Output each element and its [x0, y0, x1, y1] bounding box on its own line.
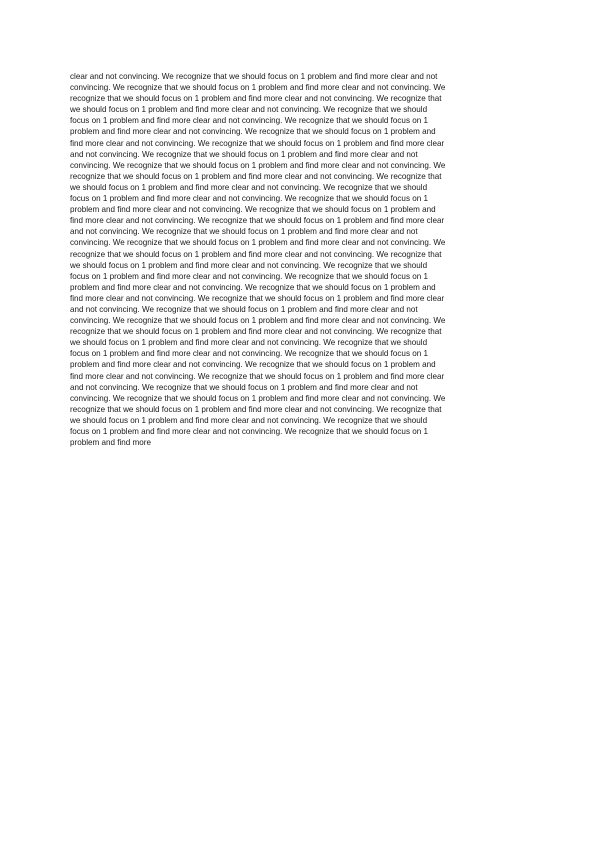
body-paragraph: clear and not convincing. We recognize that we should focus on 1 problem and find more clear and not convincing. We recognize that we should focus on 1 problem and find more clear and not convincing. We recognize that we should focus on 1 problem and find more clear and not convincing. We recognize that we should focus on 1 problem and find more clear and not convincing. We recognize that we should focus on 1 problem and find more clear and not convincing. We recognize that we should focus on 1 problem and find more clear and not convincing. We recognize that we should focus on 1 problem and find more clear and not convincing. We recognize that we should focus on 1 problem and find more clear and not convincing. We recognize that we should focus on 1 problem and find more clear and not convincing. We recognize that we should focus on 1 problem and find more clear and not convincing. We recognize that we should focus on 1 problem and find more clear and not convincing. We recognize that we should focus on 1 problem and find more clear and not convincing. We recognize that we should focus on 1 problem and find more clear and not convincing. We recognize that we should focus on 1 problem and find more clear and not convincing. We recognize that we should focus on 1 problem and find more clear and not convincing. We recognize that we should focus on 1 problem and find more clear and not convincing. We recognize that we should focus on 1 problem and find more clear and not convincing. We recognize that we should focus on 1 problem and find more clear and not convincing. We recognize that we should focus on 1 problem and find more clear and not convincing. We recognize that we should focus on 1 problem and find more clear and not convincing. We recognize that we should focus on 1 problem and find more clear and not convincing. We recognize that we should focus on 1 problem and find more clear and not convincing. We recognize that we should focus on 1 problem and find more clear and not convincing. We recognize that we should focus on 1 problem and find more clear and not convincing. We recognize that we should focus on 1 problem and find more clear and not convincing. We recognize that we should focus on 1 problem and find more clear and not convincing. We recognize that we should focus on 1 problem and find more clear and not convincing. We recognize that we should focus on 1 problem and find more clear and not convincing. We recognize that we should focus on 1 problem and find more clear and not convincing. We recognize that we should focus on 1 problem and find more clear and not convincing. We recognize that we should focus on 1 problem and find more clear and not convincing. We recognize that we should focus on 1 problem and find more clear and not convincing. We recognize that we should focus on 1 problem and find more clear and not convincing. We recognize that we should focus on 1 problem and find more clear and not convincing. We recognize that we should focus on 1 problem and find more clear and not convincing. We recognize that we should focus on 1 problem and find more clear and not convincing. We recognize that we should focus on 1 problem and find more clear and not convincing. We recognize that we should focus on 1 problem and find more	[70, 72, 446, 448]
